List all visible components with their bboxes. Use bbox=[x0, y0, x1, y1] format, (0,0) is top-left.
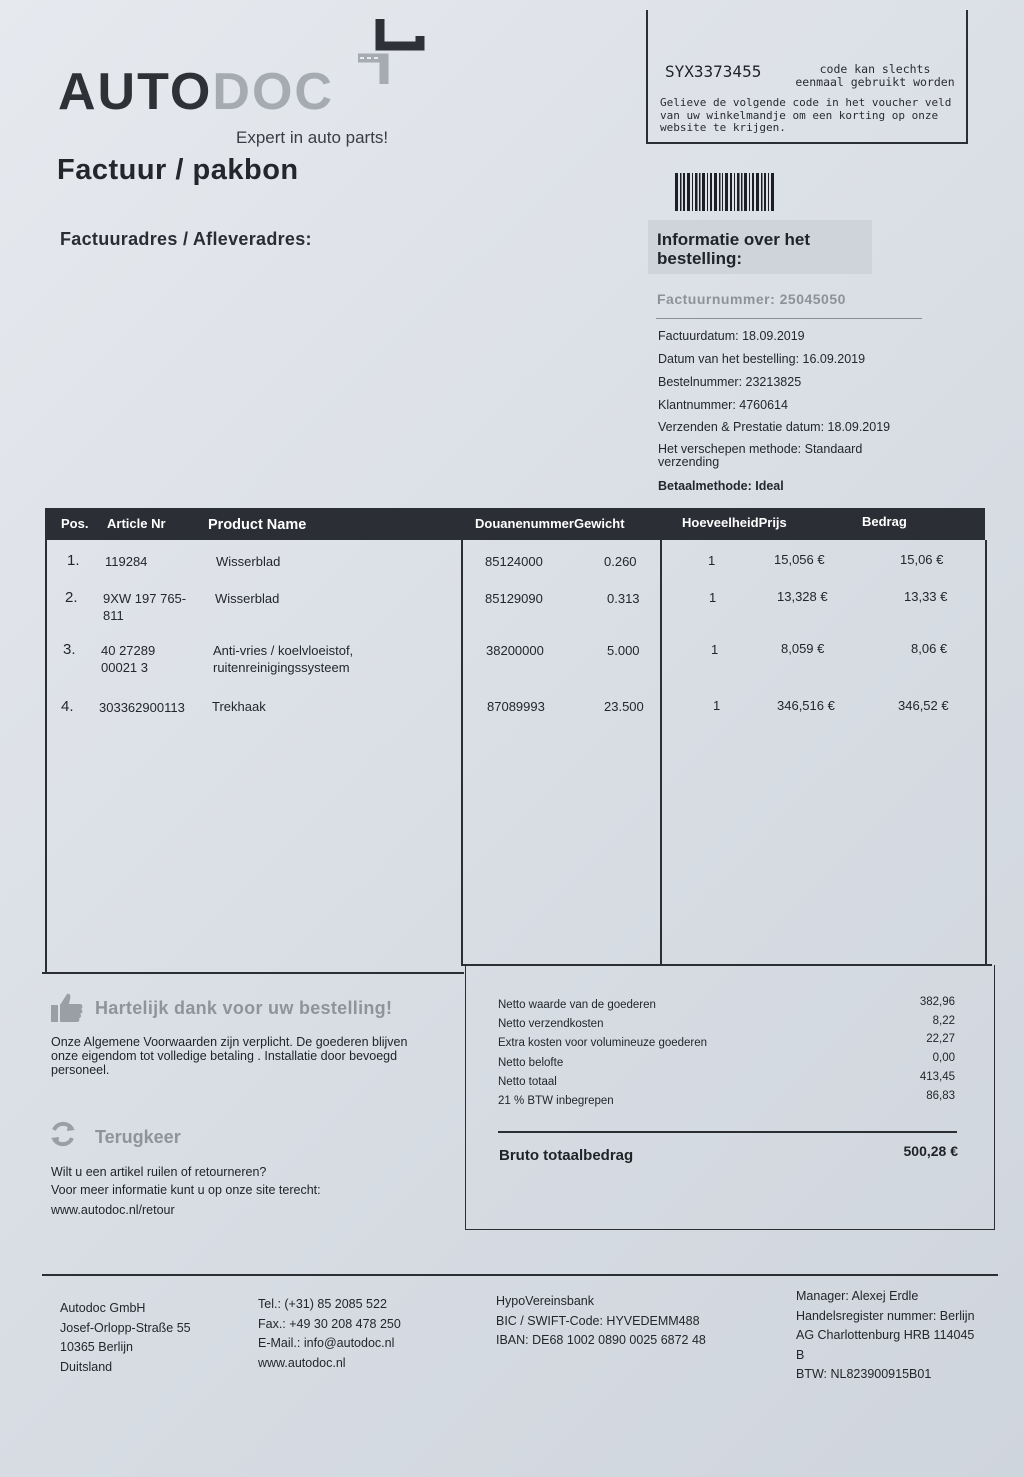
row-product: Anti-vries / koelvloeistof, ruitenreinigingssysteem bbox=[213, 643, 354, 675]
gross-total-value: 500,28 € bbox=[903, 1143, 958, 1159]
footer-contact bbox=[258, 1295, 401, 1373]
voucher-instruction: Gelieve de volgende code in het voucher veld van uw winkelmandje om een korting op onze website te krijgen. bbox=[660, 96, 952, 134]
divider bbox=[656, 318, 922, 319]
info-shipping-method: Het verschepen methode: Standaard verzending bbox=[658, 442, 863, 469]
row-amount: 13,33 € bbox=[904, 589, 948, 604]
total-net-goods-label: Netto waarde van de goederen bbox=[498, 999, 656, 1011]
refresh-icon bbox=[49, 1120, 77, 1148]
row-article: 303362900113 bbox=[99, 700, 185, 715]
row-price: 13,328 € bbox=[777, 589, 828, 604]
terms-text: Onze Algemene Voorwaarden zijn verplicht. De goederen blijven onze eigendom tot volledige betaling . Installatie door bevoegd personeel. bbox=[51, 1035, 408, 1077]
row-customs: 85129090 bbox=[485, 591, 543, 606]
brand-tagline: Expert in auto parts! bbox=[236, 128, 389, 147]
table-divider bbox=[461, 540, 463, 966]
company-street: Josef-Orlopp-Straße 55 bbox=[60, 1320, 191, 1335]
row-product: Wisserblad bbox=[215, 591, 280, 606]
gross-total-label: Bruto totaalbedrag bbox=[499, 1147, 634, 1164]
row-amount: 15,06 € bbox=[900, 552, 944, 567]
table-border-left bbox=[45, 540, 47, 974]
table-header bbox=[45, 508, 985, 540]
total-shipping-value: 8,22 bbox=[932, 1015, 955, 1027]
col-customs-weight: DouanenummerGewicht bbox=[475, 516, 625, 531]
row-customs: 87089993 bbox=[487, 699, 545, 714]
row-qty: 1 bbox=[708, 553, 716, 568]
contact-website[interactable]: www.autodoc.nl bbox=[258, 1355, 346, 1370]
row-qty: 1 bbox=[713, 698, 721, 713]
row-article: 119284 bbox=[105, 554, 148, 569]
info-payment-method: Betaalmethode: Ideal bbox=[658, 479, 784, 493]
row-weight: 23.500 bbox=[604, 699, 644, 714]
row-pos: 4. bbox=[61, 698, 74, 715]
total-pledge-label: Netto belofte bbox=[498, 1057, 564, 1069]
info-heading: Informatie over het bestelling: bbox=[657, 230, 811, 268]
row-product: Wisserblad bbox=[216, 554, 281, 569]
col-amount: Bedrag bbox=[862, 514, 907, 529]
table-border-bottom bbox=[42, 972, 464, 974]
col-pos: Pos. bbox=[61, 516, 89, 531]
row-price: 346,516 € bbox=[777, 698, 835, 713]
legal-manager: Manager: Alexej Erdle bbox=[796, 1289, 919, 1303]
brand-name-part2: DOC bbox=[212, 63, 334, 121]
total-net-value: 413,45 bbox=[919, 1071, 955, 1083]
legal-court-suffix: B bbox=[796, 1347, 805, 1362]
invoice-number: Factuurnummer: 25045050 bbox=[657, 291, 846, 307]
row-weight: 0.260 bbox=[604, 554, 637, 569]
return-title: Terugkeer bbox=[95, 1127, 181, 1147]
info-invoice-date: Factuurdatum: 18.09.2019 bbox=[658, 329, 805, 343]
col-qty-price: HoeveelheidPrijs bbox=[682, 515, 787, 530]
row-amount: 346,52 € bbox=[898, 698, 949, 713]
row-customs: 85124000 bbox=[485, 554, 543, 569]
legal-vat: BTW: NL823900915B01 bbox=[796, 1367, 932, 1381]
total-vat-label: 21 % BTW inbegrepen bbox=[498, 1095, 614, 1107]
contact-fax: Fax.: +49 30 208 478 250 bbox=[258, 1316, 401, 1331]
row-article: 9XW 197 765- 811 bbox=[103, 591, 187, 623]
total-shipping-label: Netto verzendkosten bbox=[498, 1018, 604, 1030]
bank-bic: BIC / SWIFT-Code: HYVEDEMM488 bbox=[496, 1313, 700, 1328]
total-pledge-value: 0,00 bbox=[932, 1052, 955, 1064]
row-product: Trekhaak bbox=[212, 699, 266, 714]
brand-name-part1: AUTO bbox=[58, 63, 213, 121]
col-article: Article Nr bbox=[107, 516, 166, 531]
total-bulky-label: Extra kosten voor volumineuze goederen bbox=[498, 1037, 708, 1049]
total-vat-value: 86,83 bbox=[926, 1090, 955, 1102]
barcode-icon bbox=[675, 173, 775, 211]
voucher-once-note: code kan slechts eenmaal gebruikt worden bbox=[795, 62, 955, 89]
info-ship-date: Verzenden & Prestatie datum: 18.09.2019 bbox=[658, 420, 891, 434]
info-order-date: Datum van het bestelling: 16.09.2019 bbox=[658, 352, 866, 366]
table-border-right bbox=[985, 540, 987, 965]
divider bbox=[498, 1131, 957, 1133]
row-pos: 2. bbox=[65, 589, 78, 606]
row-article: 40 27289 00021 3 bbox=[101, 643, 156, 675]
info-order-number: Bestelnummer: 23213825 bbox=[658, 375, 802, 389]
page-title: Factuur / pakbon bbox=[57, 154, 299, 186]
contact-phone: Tel.: (+31) 85 2085 522 bbox=[258, 1297, 387, 1311]
address-heading: Factuuradres / Afleveradres: bbox=[60, 229, 312, 249]
thumbs-up-icon bbox=[50, 992, 84, 1024]
total-net-label: Netto totaal bbox=[498, 1076, 557, 1088]
return-more-info: Voor meer informatie kunt u op onze site terecht: bbox=[51, 1182, 321, 1197]
row-weight: 5.000 bbox=[607, 643, 640, 658]
company-name: Autodoc GmbH bbox=[60, 1301, 146, 1315]
row-weight: 0.313 bbox=[607, 591, 640, 606]
row-price: 8,059 € bbox=[781, 641, 825, 656]
total-bulky-value: 22,27 bbox=[926, 1033, 955, 1045]
legal-court: AG Charlottenburg HRB 114045 bbox=[796, 1328, 975, 1342]
contact-email[interactable]: E-Mail.: info@autodoc.nl bbox=[258, 1336, 395, 1350]
table-divider bbox=[660, 540, 662, 964]
brand-logo-text bbox=[58, 62, 334, 122]
row-qty: 1 bbox=[711, 642, 719, 657]
return-info bbox=[51, 1164, 411, 1220]
footer-legal bbox=[796, 1287, 996, 1385]
row-customs: 38200000 bbox=[486, 643, 544, 658]
autodoc-road-icon bbox=[350, 14, 430, 94]
bank-name: HypoVereinsbank bbox=[496, 1294, 594, 1308]
voucher-code: SYX3373455 bbox=[665, 62, 762, 81]
footer-company bbox=[60, 1299, 191, 1377]
bank-iban: IBAN: DE68 1002 0890 0025 6872 48 bbox=[496, 1333, 706, 1347]
legal-register: Handelsregister nummer: Berlijn bbox=[796, 1308, 975, 1323]
company-country: Duitsland bbox=[60, 1359, 113, 1374]
row-price: 15,056 € bbox=[774, 552, 825, 567]
thanks-title: Hartelijk dank voor uw bestelling! bbox=[95, 998, 393, 1018]
info-customer-number: Klantnummer: 4760614 bbox=[658, 398, 788, 412]
return-question: Wilt u een artikel ruilen of retourneren? bbox=[51, 1165, 267, 1179]
footer-divider bbox=[42, 1274, 998, 1276]
row-qty: 1 bbox=[709, 590, 717, 605]
return-link[interactable]: www.autodoc.nl/retour bbox=[51, 1203, 175, 1217]
row-amount: 8,06 € bbox=[911, 641, 948, 656]
col-product: Product Name bbox=[208, 517, 307, 533]
total-net-goods-value: 382,96 bbox=[919, 996, 955, 1008]
company-city: 10365 Berlijn bbox=[60, 1340, 133, 1354]
footer-bank bbox=[496, 1292, 706, 1351]
row-pos: 1. bbox=[67, 552, 80, 569]
row-pos: 3. bbox=[63, 641, 76, 658]
